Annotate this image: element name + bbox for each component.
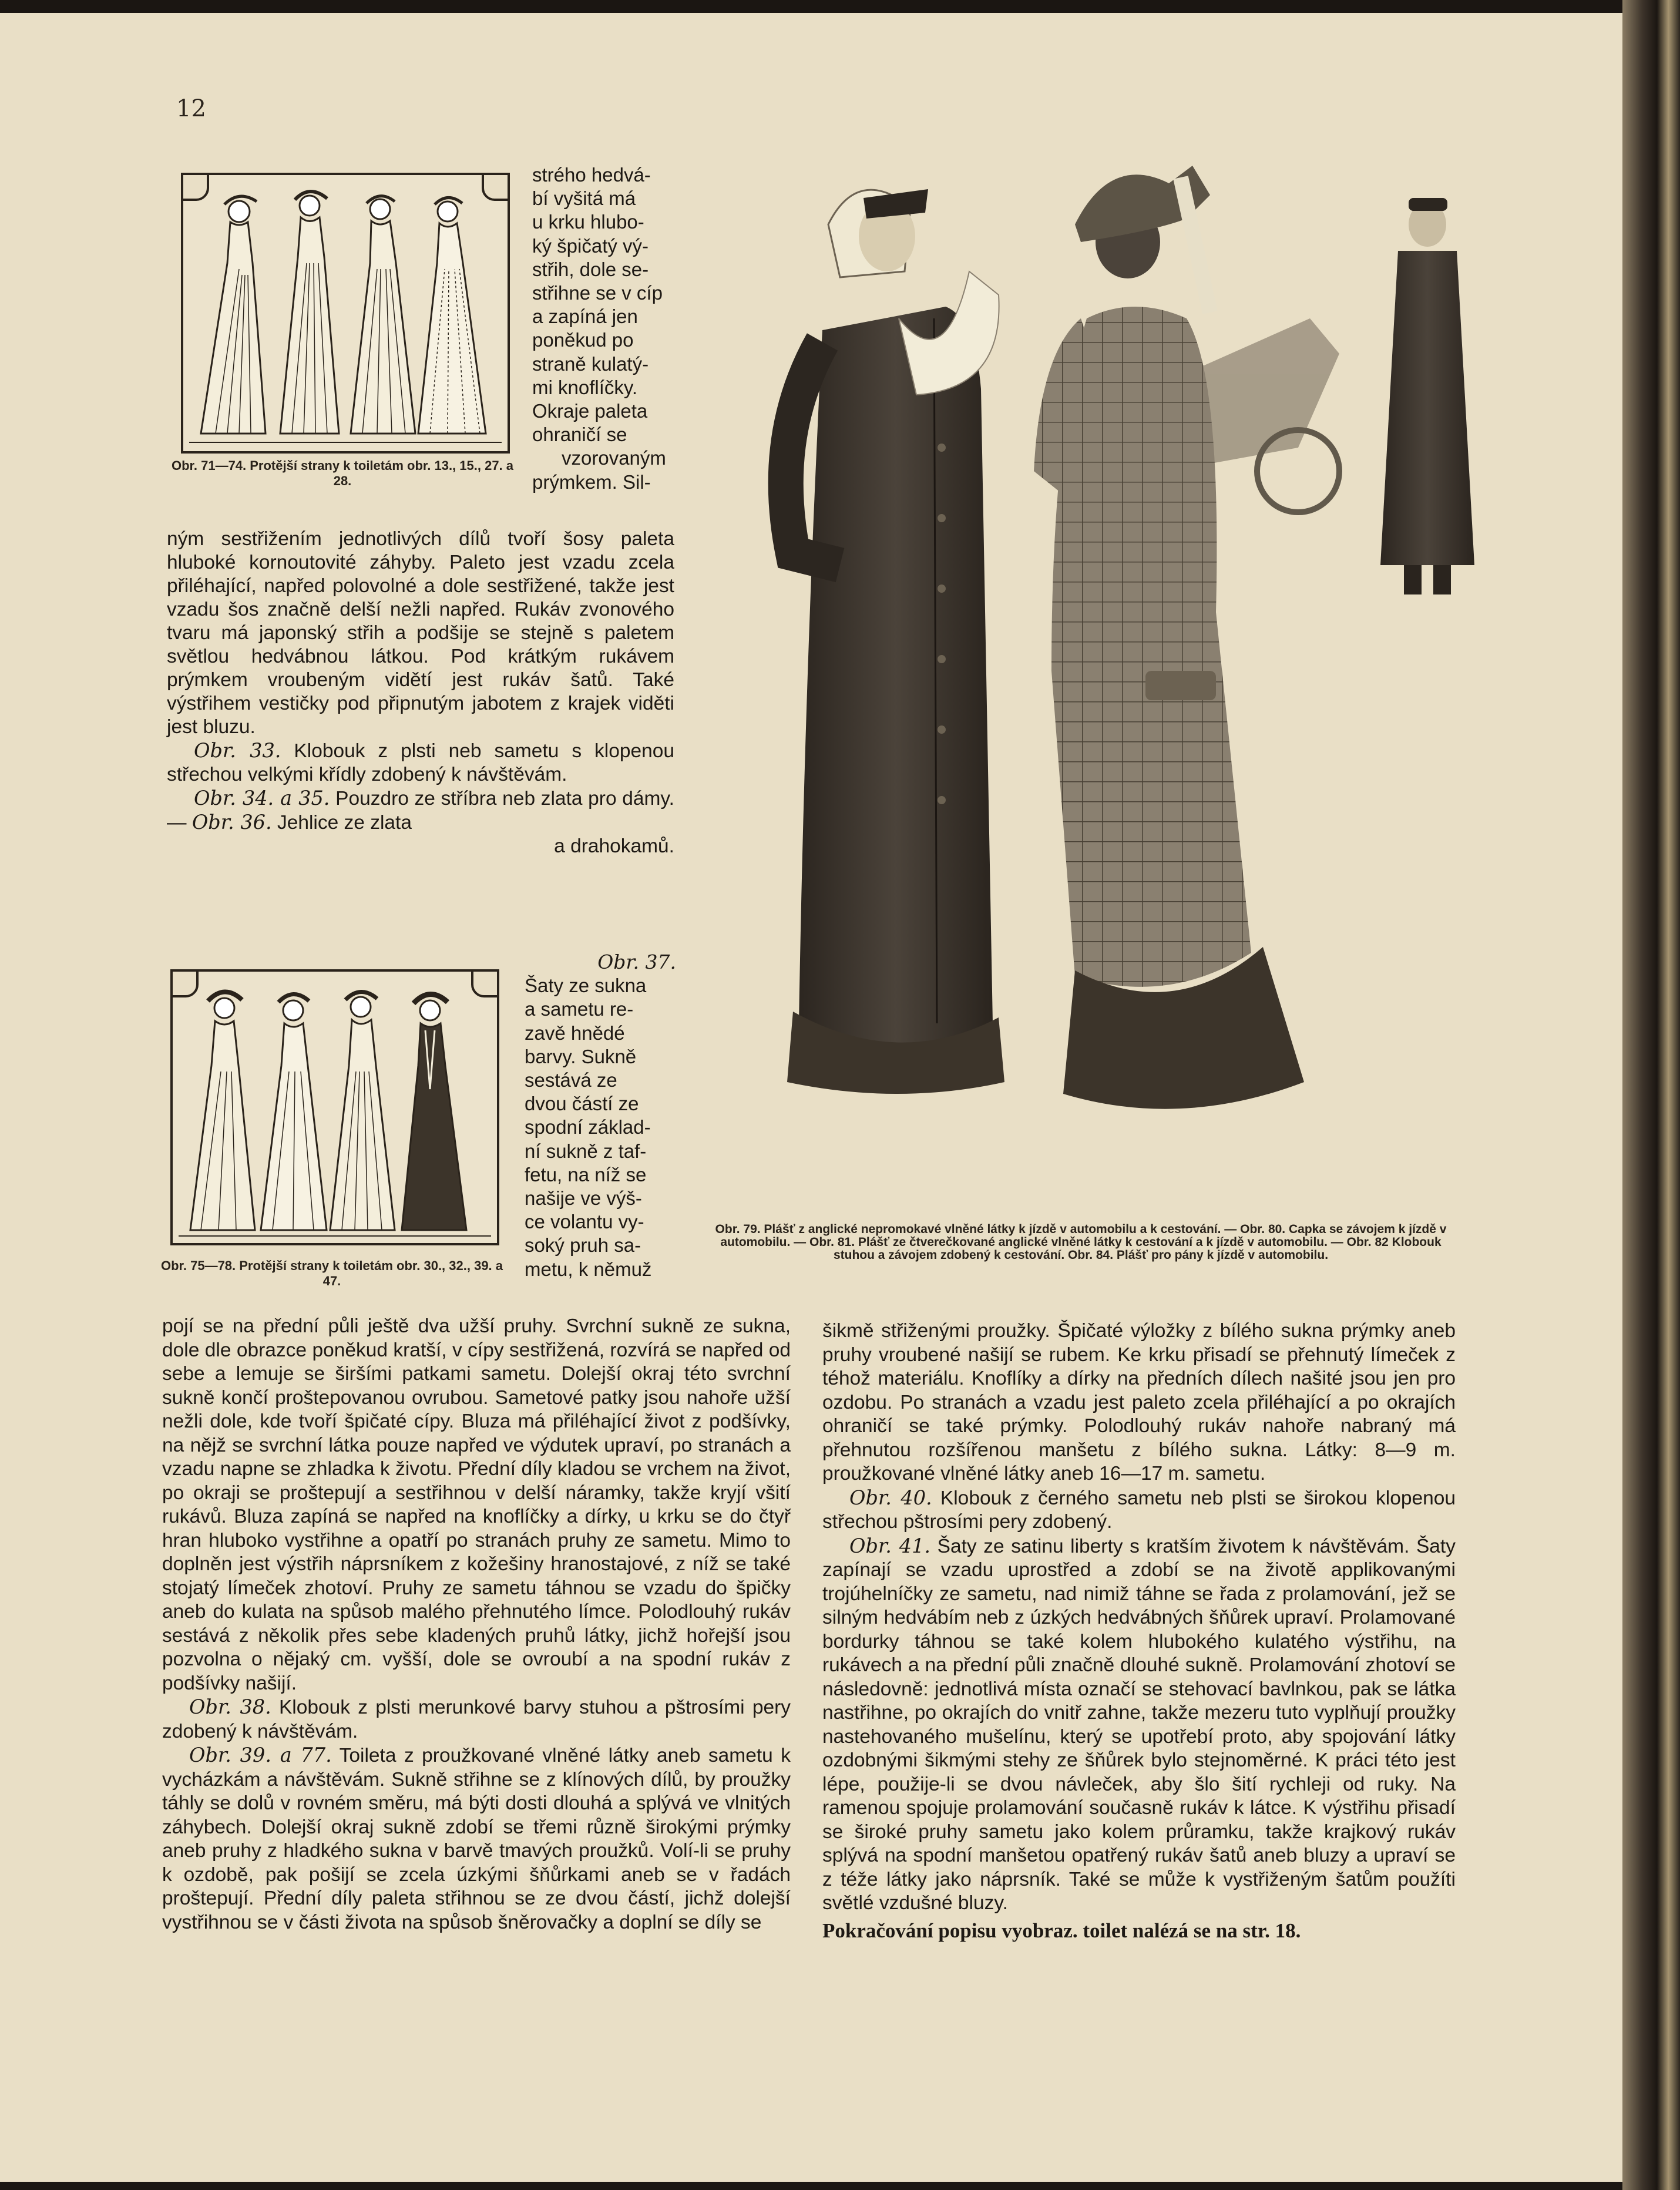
- fashion-plate-automobile-coats: [723, 142, 1474, 1211]
- narrow-line: sestává ze: [525, 1069, 617, 1091]
- narrow-line: střihne se v cíp: [532, 282, 663, 304]
- narrow-line: prýmkem. Sil-: [532, 471, 651, 493]
- paragraph-obr-39-77: [162, 1744, 791, 1934]
- figure-caption-79-84: Obr. 79. Plášť z anglické nepromokavé vlněné látky k jízdě v automobilu a k cestování. — Obr. 80. Capka se závojem k jízdě v automobilu. — Obr. 81. Plášť ze čtverečkované anglické vlněné látky k cestování a k jízdě v automobilu. — Obr. 82 Klobouk stuhou a závojem zdobený k cestování. Obr. 84. Plášť pro pány k jízdě v automobilu.: [715, 1222, 1447, 1262]
- narrow-line: mi knoflíčky.: [532, 376, 638, 398]
- man-in-coat-figure: [1380, 198, 1474, 594]
- narrow-line: dvou částí ze: [525, 1093, 639, 1115]
- narrow-line: metu, k němuž: [525, 1258, 652, 1280]
- paragraph-obr-40: [822, 1486, 1456, 1534]
- narrow-line: našije ve výš-: [525, 1187, 642, 1210]
- binding-edge: [1622, 0, 1680, 2190]
- narrow-line: strého hedvá-: [532, 164, 651, 186]
- narrow-line: a zapíná jen: [532, 305, 638, 328]
- right-column: [822, 1319, 1456, 1943]
- figure-caption-71-74: Obr. 71—74. Protější strany k toiletám obr. 13., 15., 27. a 28.: [171, 458, 514, 488]
- paragraph-text: Šaty ze satinu liberty s kratším životem k návštěvám. Šaty zapínají se vzadu uprostřed a zdobí se na životě applikovanými trojúhelníčky ze sametu, nad nimiž táhne se řada z prolamování, jež se silným hedvábím neb z úzkých hedvábných šňůrek upraví. Prolamované bordurky táhnou se také kolem hlubokého kulatého výstřihu, na rukávech a na přední půli značně dlouhé sukně. Prolamování zhotoví se následovně: jednotlivá místa označí se stehovací bavlnkou, pak se látka nastřihne, po okrajích do vnitř zahne, takže mezeru tuto vyplňují proužky nastehovaného mušelínu, který se upotřebí proto, aby spojování látky ozdobnými šikmými stehy ze šňůrek bylo stejnoměrné. K práci této jest lépe, použije-li se dvou návleček, aby šlo šití rychleji od ruky. Na ramenou spojuje prolamování současně rukáv k látce. K výstřihu přisadí se široké pruhy sametu jako kolem průramku, takže krajkový rukáv splývá na spodní manšetou opatřený rukáv šatů aneb bluzy a upraví se z téže látky jako náprsník. Také se může k vystřiženým šatům použíti světlé vzdušné bluzy.: [822, 1535, 1456, 1914]
- narrow-line: Šaty ze sukna: [525, 975, 647, 997]
- narrow-column-2: [525, 950, 676, 1281]
- narrow-column-1: [532, 163, 679, 494]
- fashion-plate-small-2: [170, 969, 499, 1245]
- paragraph-obr-36-end: a drahokamů.: [554, 835, 674, 857]
- woman-check-coat-figure: [1034, 166, 1304, 1109]
- paragraph-obr-32-cont: ným sestřižením jednotlivých dílů tvoří šosy paleta hluboké kornoutovité záhyby. Paleto jest vzadu zcela přiléhající, napřed polovolné a dole sestřižené, takže jest vzadu šos značně delší nežli napřed. Rukáv zvonového tvaru má japonský střih a podšije se stejně s paletem světlou hedvábnou látkou. Pod krátkým rukávem prýmkem vroubeným vidětí jest rukáv šatů. Také výstřihem vestičky pod připnutým jabotem z krajek viděti jest bluzu.: [167, 528, 674, 738]
- paragraph-text: Klobouk z plsti neb sametu s klopenou střechou velkými křídly zdobený k návštěvám.: [167, 740, 674, 785]
- narrow-line: fetu, na níž se: [525, 1163, 647, 1185]
- narrow-line: spodní základ-: [525, 1116, 651, 1138]
- obr-label: Obr. 36.: [191, 811, 272, 834]
- narrow-line: ký špičatý vý-: [532, 234, 649, 257]
- narrow-line: a sametu re-: [525, 998, 634, 1020]
- obr-label: Obr. 38.: [189, 1695, 271, 1718]
- figure-illustration-71-74: [183, 175, 508, 451]
- obr-label: Obr. 41.: [849, 1534, 931, 1557]
- paragraph-obr-39-cont: šikmě střiženými proužky. Špičaté výložky z bílého sukna prýmky aneb pruhy vroubené našijí se rubem. Ke krku přisadí se přehnutý límeček z téhož materiálu. Knoflíky a dírky na předních dílech našité jsou jen pro ozdobu. Po stranách a vzadu jest paleto zcela přiléhající a po okrajích ohraničí se také prýmky. Polodlouhý rukáv nahoře nabraný má přehnutou rozšířenou manšetu z bílého sukna. Látky: 8—9 m. proužkované vlněné látky aneb 16—17 m. sametu.: [822, 1320, 1456, 1484]
- obr-label: Obr. 34. a 35.: [194, 787, 330, 810]
- narrow-line: barvy. Sukně: [525, 1045, 637, 1067]
- paragraph-text: Klobouk z černého sametu neb plsti se širokou klopenou střechou pštrosími pery zdobený.: [822, 1487, 1456, 1533]
- paragraph-obr-38: [162, 1695, 791, 1744]
- narrow-line: ohraničí se: [532, 424, 627, 446]
- narrow-line: ce volantu vy-: [525, 1211, 644, 1233]
- obr-label: Obr. 37.: [597, 950, 676, 973]
- paragraph-obr-41: [822, 1534, 1456, 1916]
- page: [0, 13, 1655, 2182]
- paragraph-obr-37-cont: pojí se na přední půli ještě dva užší pruhy. Svrchní sukně ze sukna, dole dle obrazce poněkud kratší, v cípy sestřižená, rozvírá se napřed od sebe a lemuje se širšími patkami sametu. Dolejší okraj této svrchní sukně končí proštepovanou ovrubou. Sametové patky jsou nahoře užší nežli dole, kde tvoří špičaté cípy. Bluza má přiléhající život z podšívky, na nějž se svrchní látka pouze napřed ve výdutek upraví, po stranách a vzadu napne se zhladka k životu. Přední díly kladou se vrchem na život, po okraji se proštepují a sestřihnou v delší náramky, takže kryjí všití rukávů. Bluza zapíná se napřed na knoflíčky a dírky, u krku se do čtyř hran hluboko vystřihne a opatří po stranách pruhy ze sametu. Mimo to doplněn jest výstřih náprsníkem z kožešiny hranostajové, z níž se také stojatý límeček zhotoví. Pruhy ze sametu táhnou se vzadu do špičky aneb do kulata na spůsob malého přehnutého límce. Polodlouhý rukáv sestává z několik přes sebe kladených pruhů látky, jichž hořejší jsou pozvolna o nějaký cm. vyšší, dole se ovroubí a na spodní rukáv z podšívky našijí.: [162, 1315, 791, 1694]
- narrow-line: ní sukně z taf-: [525, 1140, 647, 1162]
- paragraph-obr-33: [167, 739, 674, 787]
- narrow-line: poněkud po: [532, 329, 634, 351]
- left-column-block-b: [162, 1315, 791, 1934]
- narrow-line: zavě hnědé: [525, 1022, 625, 1044]
- woman-dark-coat-figure: [786, 189, 1004, 1094]
- paragraph-text: Klobouk z plsti merunkové barvy stuhou a pštrosími pery zdobený k návštěvám.: [162, 1697, 791, 1742]
- figure-illustration-75-78: [173, 972, 497, 1243]
- figure-caption-75-78: Obr. 75—78. Protější strany k toiletám obr. 30., 32., 39. a 47.: [160, 1258, 503, 1288]
- narrow-line: soký pruh sa-: [525, 1234, 641, 1257]
- page-number: 12: [176, 95, 206, 122]
- narrow-line: Okraje paleta: [532, 400, 648, 422]
- fashion-plate-small-1: [181, 173, 510, 454]
- paragraph-obr-34-36: [167, 787, 674, 835]
- narrow-line: u krku hlubo-: [532, 211, 644, 233]
- left-column-block-a: [167, 528, 674, 858]
- narrow-line: straně kulatý-: [532, 352, 649, 375]
- narrow-line: bí vyšitá má: [532, 187, 636, 210]
- paragraph-text: Toileta z proužkované vlněné látky aneb sametu k vycházkám a návštěvám. Sukně střihne se z klínových dílů, by proužky táhly se dolů v rovném směru, má býti dosti dlouhá a splývá ve vlnitých záhybech. Dolejší okraj sukně zdobí se třemi různě širokými prýmky aneb pruhy z hladkého sukna v barvě tmavých proužků. Volí-li se pruhy k ozdobě, pak pošijí se zcela úzkými šňůrkami aneb se v řadách proštepují. Přední díly paleta střihnou se ze dvou částí, jichž dolejší vystřihnou se v části života na spůsob šněrovačky a doplní se díly se: [162, 1745, 791, 1933]
- narrow-line: vzorovaným: [562, 447, 666, 469]
- paragraph-text: Jehlice ze zlata: [271, 812, 412, 834]
- paragraph-text: Pouzdro ze stříbra neb zlata pro dámy. —: [167, 788, 674, 834]
- obr-label: Obr. 39. a 77.: [189, 1744, 332, 1766]
- continuation-note: Pokračování popisu vyobraz. toilet nalézá se na str. 18.: [822, 1919, 1301, 1942]
- obr-label: Obr. 40.: [849, 1486, 932, 1509]
- obr-label: Obr. 33.: [194, 739, 281, 762]
- narrow-line: střih, dole se-: [532, 258, 649, 280]
